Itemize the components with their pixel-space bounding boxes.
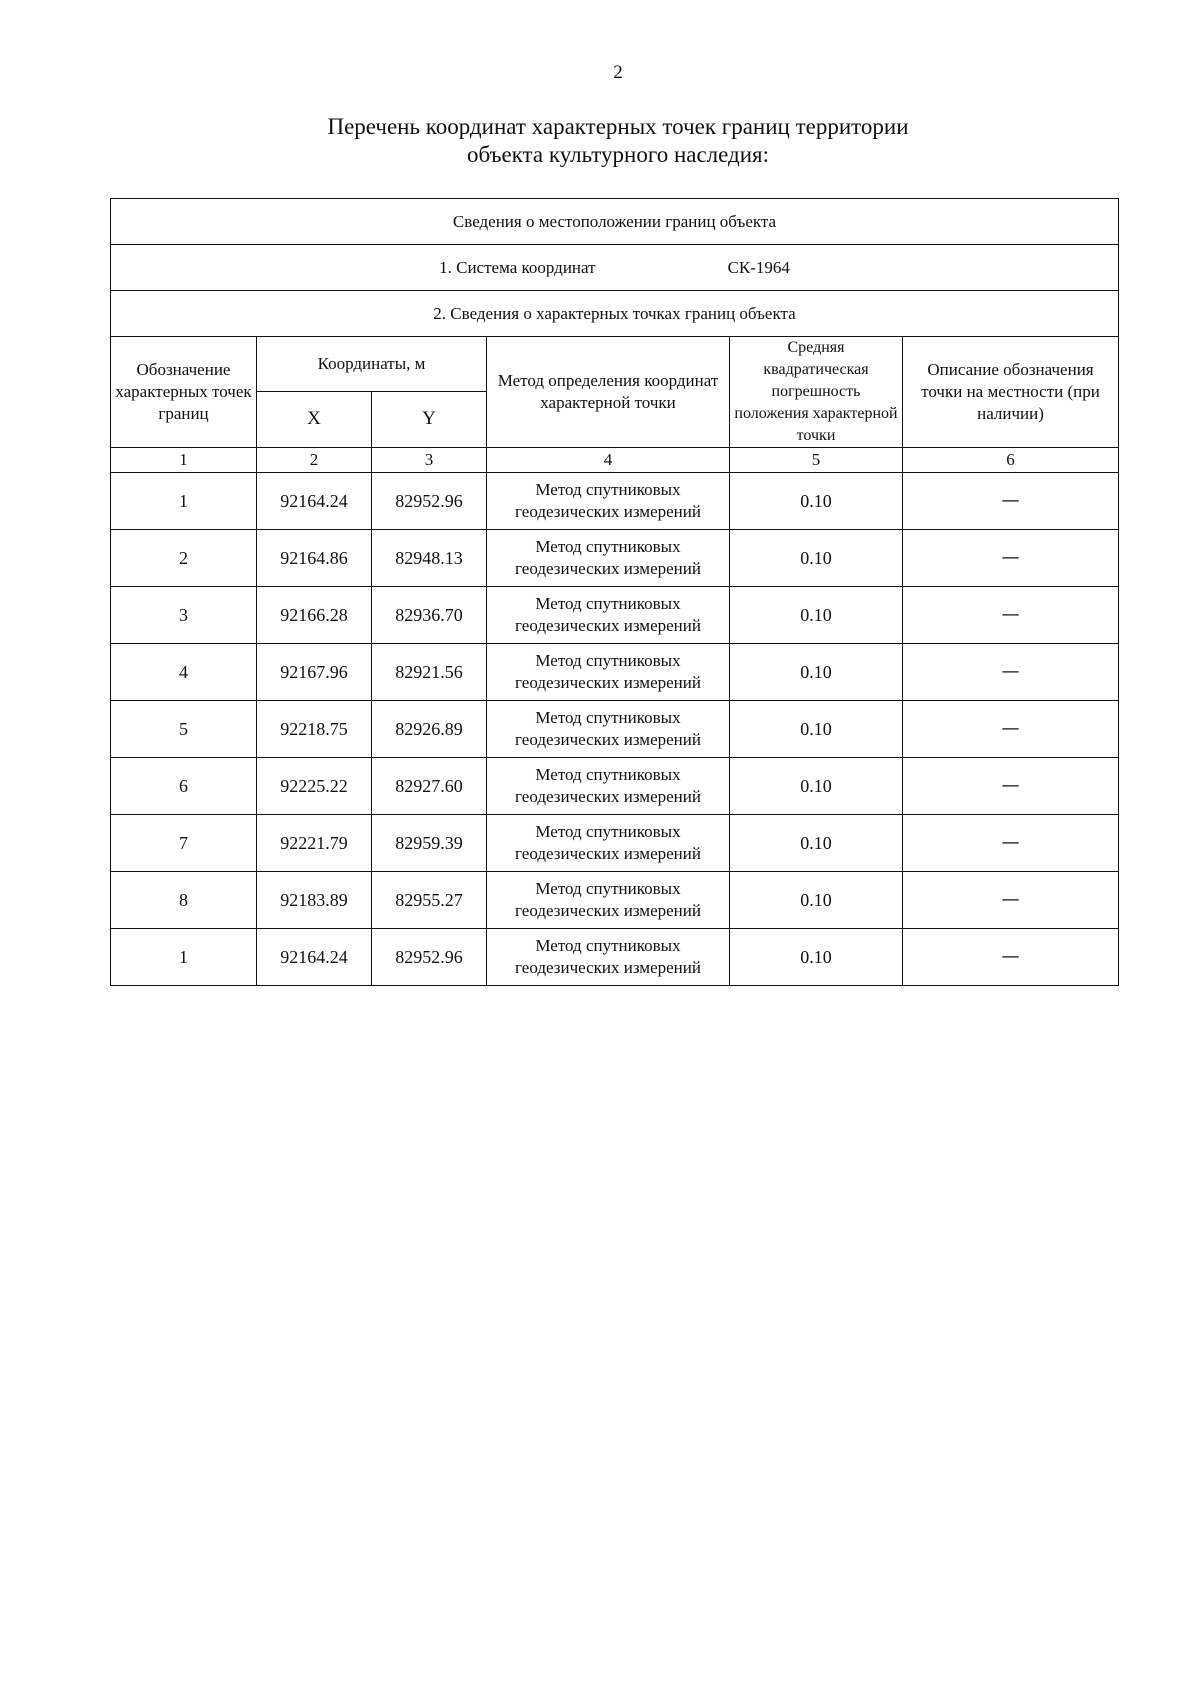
column-number: 2: [257, 448, 372, 473]
cell-point: 4: [111, 644, 257, 701]
column-number: 1: [111, 448, 257, 473]
table-row: [111, 587, 1119, 644]
cell-error: 0.10: [730, 587, 903, 644]
column-number: 5: [730, 448, 903, 473]
table-row: [111, 530, 1119, 587]
cell-x: 92225.22: [257, 758, 372, 815]
coordinate-system-label: 1. Система координат: [439, 257, 596, 277]
cell-point: 3: [111, 587, 257, 644]
coordinate-system-value: СК-1964: [727, 257, 790, 277]
page-number: 2: [613, 62, 623, 83]
column-numbers-row: [111, 448, 1119, 473]
cell-error: 0.10: [730, 815, 903, 872]
header-y: Y: [372, 391, 487, 447]
cell-error: 0.10: [730, 929, 903, 986]
header-x: X: [257, 391, 372, 447]
document-title-line-1: Перечень координат характерных точек границ территории: [327, 114, 909, 139]
cell-x: 92164.86: [257, 530, 372, 587]
cell-y: 82948.13: [372, 530, 487, 587]
cell-error: 0.10: [730, 872, 903, 929]
cell-y: 82955.27: [372, 872, 487, 929]
cell-y: 82927.60: [372, 758, 487, 815]
table-row: [111, 644, 1119, 701]
header-designation: Обозначение характерных точек границ: [111, 337, 257, 448]
cell-description: —: [903, 758, 1119, 815]
document-title-line-2: объекта культурного наследия:: [466, 142, 770, 167]
table-row: [111, 758, 1119, 815]
cell-error: 0.10: [730, 758, 903, 815]
cell-error: 0.10: [730, 701, 903, 758]
cell-method: Метод спутниковых геодезических измерений: [487, 644, 730, 701]
cell-x: 92164.24: [257, 473, 372, 530]
cell-point: 6: [111, 758, 257, 815]
cell-method: Метод спутниковых геодезических измерений: [487, 473, 730, 530]
cell-y: 82959.39: [372, 815, 487, 872]
cell-description: —: [903, 701, 1119, 758]
cell-error: 0.10: [730, 473, 903, 530]
cell-x: 92221.79: [257, 815, 372, 872]
column-number: 6: [903, 448, 1119, 473]
cell-method: Метод спутниковых геодезических измерений: [487, 530, 730, 587]
cell-y: 82952.96: [372, 929, 487, 986]
cell-point: 8: [111, 872, 257, 929]
cell-error: 0.10: [730, 530, 903, 587]
document-title: [0, 113, 1200, 169]
cell-point: 7: [111, 815, 257, 872]
cell-x: 92167.96: [257, 644, 372, 701]
cell-x: 92166.28: [257, 587, 372, 644]
cell-error: 0.10: [730, 644, 903, 701]
column-number: 3: [372, 448, 487, 473]
cell-description: —: [903, 872, 1119, 929]
cell-description: —: [903, 530, 1119, 587]
table-row: [111, 929, 1119, 986]
cell-method: Метод спутниковых геодезических измерений: [487, 758, 730, 815]
cell-method: Метод спутниковых геодезических измерений: [487, 701, 730, 758]
cell-method: Метод спутниковых геодезических измерений: [487, 815, 730, 872]
table-body: [111, 473, 1119, 986]
cell-y: 82952.96: [372, 473, 487, 530]
cell-description: —: [903, 587, 1119, 644]
cell-y: 82926.89: [372, 701, 487, 758]
cell-description: —: [903, 815, 1119, 872]
cell-point: 5: [111, 701, 257, 758]
cell-method: Метод спутниковых геодезических измерений: [487, 929, 730, 986]
column-number: 4: [487, 448, 730, 473]
header-method: Метод определения координат характерной точки: [487, 337, 730, 448]
header-description: Описание обозначения точки на местности (при наличии): [903, 337, 1119, 448]
table-header: [111, 199, 1119, 473]
cell-description: —: [903, 644, 1119, 701]
table-row: [111, 815, 1119, 872]
header-error: Средняя квадратическая погрешность положения характерной точки: [730, 337, 903, 448]
cell-method: Метод спутниковых геодезических измерений: [487, 587, 730, 644]
header-coordinates: Координаты, м: [257, 337, 487, 392]
cell-point: 2: [111, 530, 257, 587]
cell-y: 82936.70: [372, 587, 487, 644]
cell-point: 1: [111, 473, 257, 530]
cell-description: —: [903, 929, 1119, 986]
cell-point: 1: [111, 929, 257, 986]
cell-y: 82921.56: [372, 644, 487, 701]
table-row: [111, 701, 1119, 758]
cell-x: 92183.89: [257, 872, 372, 929]
coordinates-table: [110, 198, 1119, 986]
cell-method: Метод спутниковых геодезических измерений: [487, 872, 730, 929]
cell-x: 92218.75: [257, 701, 372, 758]
coordinate-system-row: [111, 245, 1119, 291]
cell-description: —: [903, 473, 1119, 530]
table-row: [111, 872, 1119, 929]
section-header: Сведения о местоположении границ объекта: [111, 199, 1119, 245]
table-row: [111, 473, 1119, 530]
points-subtitle: 2. Сведения о характерных точках границ объекта: [111, 291, 1119, 337]
cell-x: 92164.24: [257, 929, 372, 986]
